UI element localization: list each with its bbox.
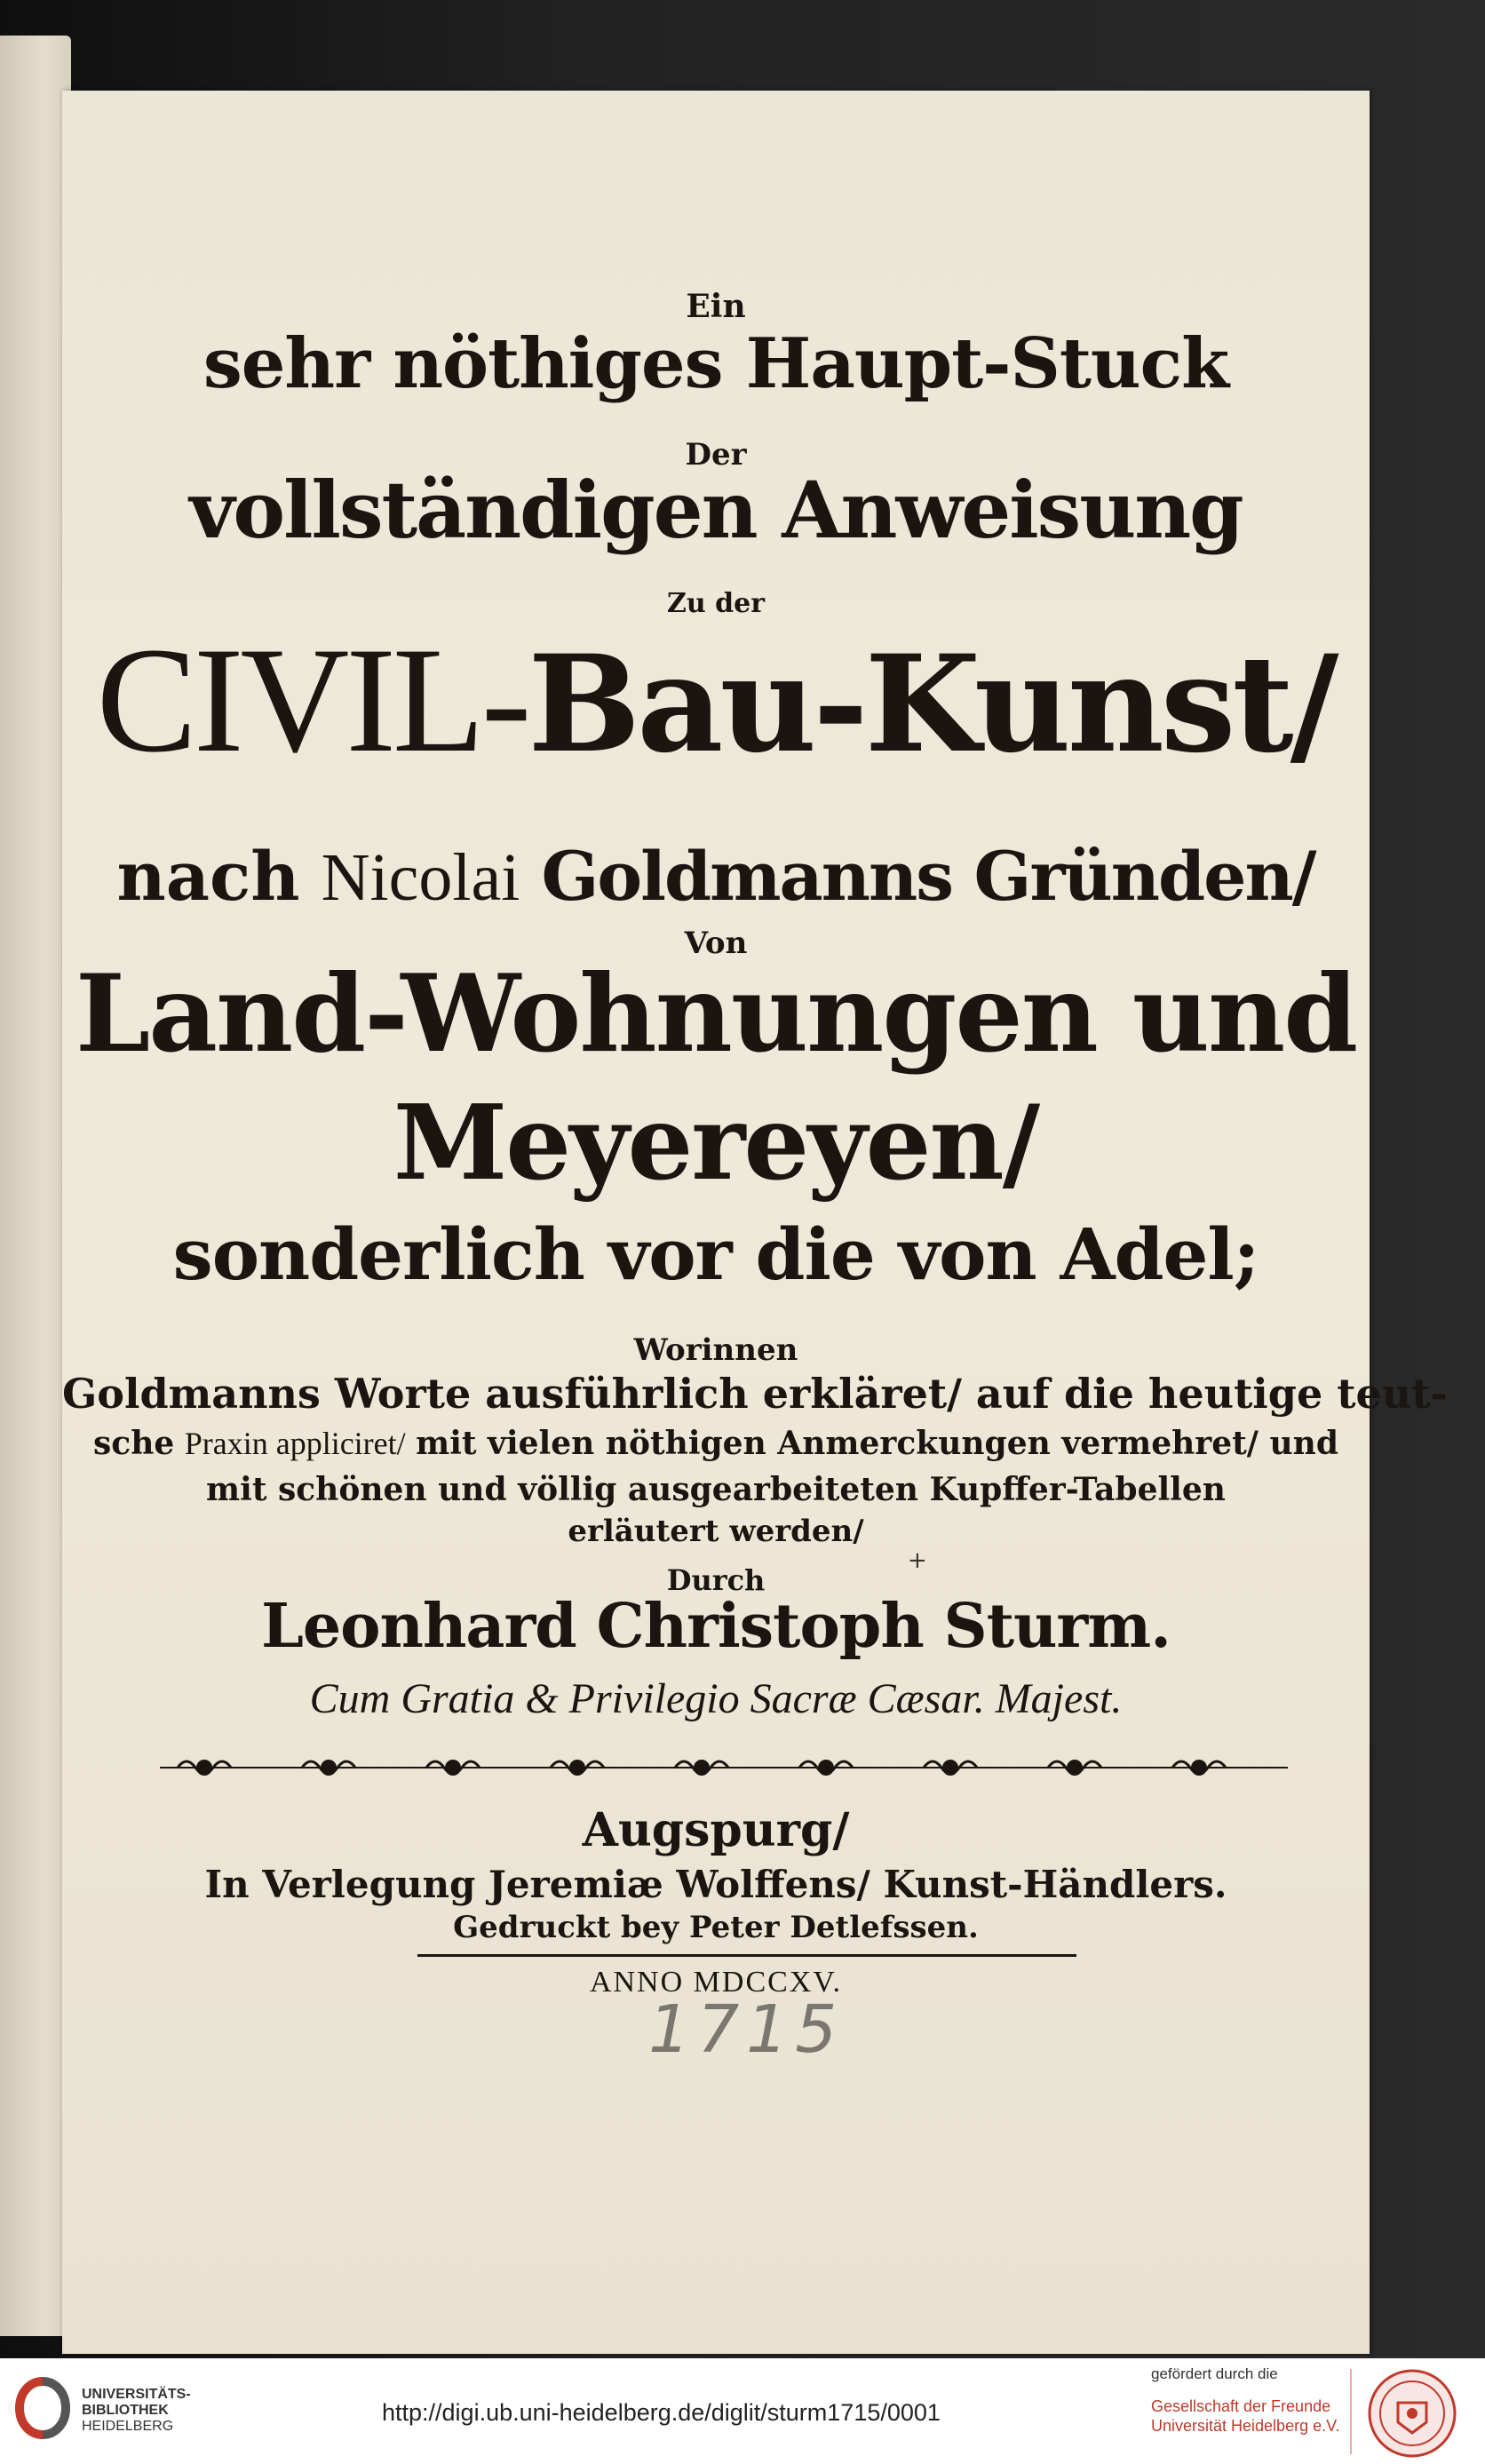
society-name-line-2: Universität Heidelberg e.V. xyxy=(1151,2417,1340,2435)
body-line-2-rest: mit vielen nöthigen Anmerckungen vermehret/ und xyxy=(416,1425,1338,1462)
society-name-line-1: Gesellschaft der Freunde xyxy=(1151,2397,1331,2415)
word-sche: sche xyxy=(93,1425,175,1462)
title-line-goldmann xyxy=(62,837,1370,918)
word-bau-kunst: Bau-Kunst/ xyxy=(528,626,1336,783)
title-line-haupt-stuck: sehr nöthiges Haupt-Stuck xyxy=(202,323,1229,404)
privilege-line: Cum Gratia & Privilegio Sacræ Cæsar. Majest. xyxy=(309,1675,1123,1722)
word-der: Der xyxy=(685,437,747,473)
funded-by-label: gefördert durch die xyxy=(1151,2365,1278,2382)
word-durch: Durch xyxy=(666,1563,766,1597)
handwritten-year: 1715 xyxy=(648,1991,845,2068)
body-line-1: Goldmanns Worte ausführlich erkläret/ auf die heutige teut- xyxy=(62,1370,1448,1418)
body-line-3: mit schönen und völlig ausgearbeiteten Kupffer-Tabellen xyxy=(206,1471,1226,1508)
body-line-4: erläutert werden/ xyxy=(568,1514,864,1549)
author-name: Leonhard Christoph Sturm. xyxy=(261,1591,1171,1662)
cross-mark: + xyxy=(908,1547,927,1574)
imprint-year: ANNO MDCCXV. xyxy=(589,1966,843,1999)
word-zu-der: Zu der xyxy=(666,588,766,619)
word-praxin: Praxin appliciret/ xyxy=(184,1426,406,1461)
imprint-publisher: In Verlegung Jeremiæ Wolffens/ Kunst-Händlers. xyxy=(204,1863,1227,1906)
footer-divider xyxy=(1350,2369,1352,2454)
word-worinnen: Worinnen xyxy=(633,1332,798,1368)
imprint-place: Augspurg/ xyxy=(582,1803,850,1857)
title-page xyxy=(62,91,1448,2354)
preceding-page-edge xyxy=(0,36,71,2336)
title-line-land-wohnungen: Land-Wohnungen und xyxy=(75,951,1357,1077)
library-name-line-3: HEIDELBERG xyxy=(82,2419,174,2434)
title-line-civil-bau-kunst xyxy=(62,615,1370,789)
word-goldmanns-gruenden: Goldmanns Gründen/ xyxy=(541,837,1315,916)
title-line-meyereyen: Meyereyen/ xyxy=(393,1083,1039,1204)
ornament-border xyxy=(160,1752,1288,1784)
ornament-vine-icon xyxy=(160,1752,1288,1784)
imprint-rule xyxy=(417,1954,1076,1957)
ub-heidelberg-logo-icon xyxy=(11,2376,75,2440)
word-von: Von xyxy=(684,926,748,961)
word-nach: nach xyxy=(116,837,300,916)
permalink-url[interactable]: http://digi.ub.uni-heidelberg.de/diglit/sturm1715/0001 xyxy=(382,2399,941,2426)
library-name-line-2: BIBLIOTHEK xyxy=(82,2403,169,2418)
body-line-2 xyxy=(62,1423,1370,1465)
title-line-anweisung: vollständigen Anweisung xyxy=(189,464,1243,556)
imprint-printer: Gedruckt bey Peter Detlefssen. xyxy=(453,1910,979,1945)
library-name-line-1: UNIVERSITÄTS- xyxy=(82,2387,191,2402)
university-seal-icon xyxy=(1366,2367,1458,2460)
word-civil: CIVIL- xyxy=(96,616,528,783)
title-line-adel: sonderlich vor die von Adel; xyxy=(172,1212,1259,1296)
digitization-footer xyxy=(0,2358,1485,2464)
word-nicolai: Nicolai xyxy=(321,840,520,915)
word-ein: Ein xyxy=(686,288,746,325)
